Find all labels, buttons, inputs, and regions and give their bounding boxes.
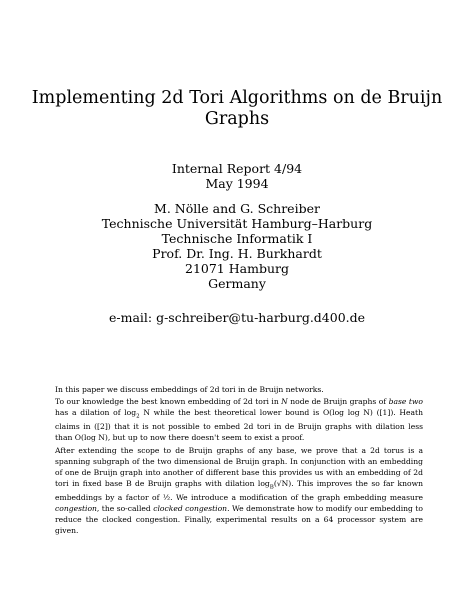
author-country: Germany [208, 276, 266, 291]
abstract-paragraph-1: In this paper we discuss embeddings of 2d tori in de Bruijn networks. [55, 385, 324, 394]
author-postcode-city: 21071 Hamburg [185, 261, 289, 276]
math-variable: N [281, 396, 288, 406]
author-names: M. Nölle and G. Schreiber [154, 201, 320, 216]
abstract-paragraph-2 [55, 397, 423, 444]
abstract-text: node de Bruijn graphs of [287, 396, 389, 406]
abstract-text: To our knowledge the best known embedding of 2d tori in [55, 396, 282, 406]
abstract-text: . We demonstrate how to modify our embedding to reduce the clocked congestion. Finally, experimental results on a 64 processor system are given. [55, 504, 423, 535]
report-date: May 1994 [205, 175, 269, 191]
abstract-text: has a dilation of log [55, 407, 137, 417]
abstract-text: (√N). This improves the so far known embeddings by a factor of ½. We introduce a modification of the graph embedding measure [55, 478, 424, 503]
abstract-paragraph-3 [55, 446, 423, 537]
abstract-text: N while the best theoretical lower bound is O(log log N) ([1]). Heath claims in ([2]) that it is not possible to embed 2d tori in de Bruijn graphs with dilation less than O(log N), but up to now there doesn't seem to exist a proof. [55, 407, 423, 443]
title-line-2: Graphs [204, 109, 270, 129]
emphasis-congestion: congestion [55, 504, 97, 514]
emphasis-base-two: base two [388, 396, 423, 406]
report-number: Internal Report 4/94 [171, 161, 303, 176]
paper-title [30, 88, 444, 130]
abstract-text: After extending the scope to de Bruijn graphs of any base, we prove that a 2d torus is a spanning subgraph of the two dimensional de Bruijn graph. In conjunction with an embedding of one de Bruijn graph into another of different base this provides us with an embedding of 2d tori in fixed base B de Bruijn graphs with dilation log [55, 446, 423, 488]
title-line-1: Implementing 2d Tori Algorithms on de Bruijn [31, 88, 443, 108]
author-department: Technische Informatik I [161, 231, 313, 246]
author-professor: Prof. Dr. Ing. H. Burkhardt [152, 246, 322, 261]
author-block [0, 201, 474, 291]
contact-email: e-mail: g-schreiber@tu-harburg.d400.de [108, 310, 366, 325]
abstract [55, 385, 423, 539]
log-subscript: 2 [136, 413, 140, 420]
abstract-text: , the so-called [96, 504, 154, 514]
emphasis-clocked-congestion: clocked congestion [153, 504, 228, 514]
author-university: Technische Universität Hamburg–Harburg [101, 216, 373, 231]
report-info [0, 162, 474, 191]
log-subscript: B [269, 484, 274, 491]
